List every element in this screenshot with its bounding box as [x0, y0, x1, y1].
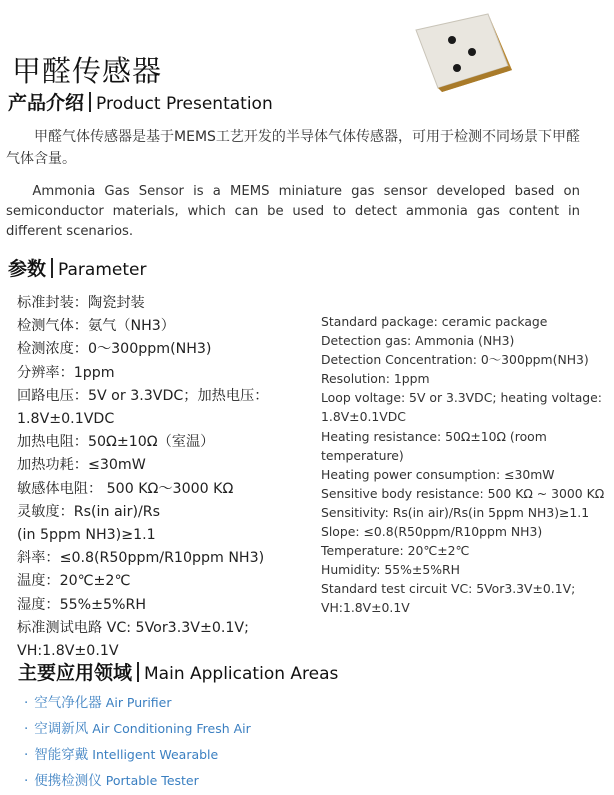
- bullet-icon: ·: [24, 721, 29, 737]
- param-line-zh: 加热电阻：50Ω±10Ω（室温）: [17, 434, 215, 451]
- parameter-heading-zh: 参数: [8, 258, 47, 280]
- parameter-list-en: [321, 312, 611, 618]
- param-line-zh: 斜率：≤0.8(R50ppm/R10ppm NH3): [17, 550, 265, 567]
- heading-divider: [137, 662, 139, 682]
- param-line-en: Heating power consumption: ≤30mW: [321, 466, 555, 482]
- parameter-heading: [8, 254, 146, 281]
- application-item-zh: 空气净化器: [34, 695, 102, 711]
- param-line-zh: 加热功耗：≤30mW: [17, 457, 146, 474]
- param-line-en: Resolution: 1ppm: [321, 371, 430, 387]
- bullet-icon: ·: [24, 695, 29, 711]
- param-line-en: Detection Concentration: 0～300ppm(NH3): [321, 352, 589, 368]
- parameter-list-zh: [17, 292, 317, 663]
- application-item-en: Intelligent Wearable: [92, 747, 219, 762]
- param-line-zh: 敏感体电阻： 500 KΩ～3000 KΩ: [17, 480, 234, 497]
- param-line-zh: 灵敏度：Rs(in air)/Rs: [17, 503, 161, 520]
- param-line-en: VH:1.8V±0.1V: [321, 600, 410, 616]
- param-line-zh: 标准封装：陶瓷封装: [17, 295, 145, 311]
- param-line-en: 1.8V±0.1VDC: [321, 409, 406, 425]
- param-line-zh: 检测浓度：0～300ppm(NH3): [17, 341, 212, 358]
- heading-divider: [51, 258, 53, 278]
- param-line-en: Sensitive body resistance: 500 KΩ ~ 3000 KΩ: [321, 485, 605, 501]
- application-item-en: Air Purifier: [105, 695, 172, 710]
- param-line-en: Sensitivity: Rs(in air)/Rs(in 5ppm NH3)≥1.1: [321, 504, 590, 520]
- sensor-chip-image: [412, 12, 522, 107]
- parameter-heading-en: Parameter: [58, 260, 147, 280]
- application-item: [24, 768, 251, 794]
- product-presentation-heading: [8, 88, 273, 115]
- application-item-zh: 空调新风: [34, 721, 89, 737]
- param-line-zh: 分辨率：1ppm: [17, 364, 115, 381]
- param-line-en: Standard test circuit VC: 5Vor3.3V±0.1V;: [321, 581, 576, 597]
- param-line-zh: 温度：20℃±2℃: [17, 573, 131, 590]
- param-line-en: Loop voltage: 5V or 3.3VDC; heating voltage:: [321, 390, 602, 406]
- param-line-en: Standard package: ceramic package: [321, 314, 548, 329]
- application-item: [24, 716, 251, 742]
- param-line-en: Detection gas: Ammonia (NH3): [321, 333, 515, 349]
- product-description-zh: 甲醛气体传感器是基于MEMS工艺开发的半导体气体传感器，可用于检测不同场景下甲醛气体含量。: [6, 129, 580, 167]
- param-line-en: temperature): [321, 447, 404, 463]
- application-list: [24, 690, 251, 794]
- param-line-zh: (in 5ppm NH3)≥1.1: [17, 527, 156, 544]
- param-line-zh: 检测气体：氨气（NH3）: [17, 318, 175, 335]
- param-line-zh: 湿度：55%±5%RH: [17, 596, 147, 613]
- param-line-zh: VH:1.8V±0.1V: [17, 643, 119, 660]
- bullet-icon: ·: [24, 773, 29, 789]
- application-heading-zh: 主要应用领域: [18, 662, 133, 684]
- product-heading-zh: 产品介绍: [8, 92, 85, 114]
- param-line-en: Temperature: 20℃±2℃: [321, 543, 470, 559]
- param-line-zh: 1.8V±0.1VDC: [17, 411, 115, 428]
- param-line-en: Humidity: 55%±5%RH: [321, 562, 460, 578]
- application-item: [24, 742, 251, 768]
- param-line-en: Heating resistance: 50Ω±10Ω (room: [321, 428, 547, 444]
- param-line-zh: 标准测试电路 VC: 5Vor3.3V±0.1V;: [17, 619, 249, 636]
- application-item-zh: 便携检测仪: [34, 773, 102, 789]
- param-line-en: Slope: ≤0.8(R50ppm/R10ppm NH3): [321, 524, 543, 540]
- param-line-zh: 回路电压：5V or 3.3VDC；加热电压：: [17, 387, 269, 404]
- heading-divider: [89, 92, 91, 112]
- product-description-en: Ammonia Gas Sensor is a MEMS miniature gas sensor developed based on semiconductor materials, which can be used to detect ammonia gas content in different scenarios.: [6, 184, 580, 239]
- application-item-en: Portable Tester: [105, 773, 199, 788]
- page-title: 甲醛传感器: [12, 54, 163, 89]
- application-heading-en: Main Application Areas: [144, 664, 339, 684]
- application-item-en: Air Conditioning Fresh Air: [92, 721, 251, 736]
- application-item-zh: 智能穿戴: [34, 747, 89, 763]
- application-item: [24, 690, 251, 716]
- product-heading-en: Product Presentation: [96, 94, 273, 114]
- bullet-icon: ·: [24, 747, 29, 763]
- application-heading: [18, 658, 338, 685]
